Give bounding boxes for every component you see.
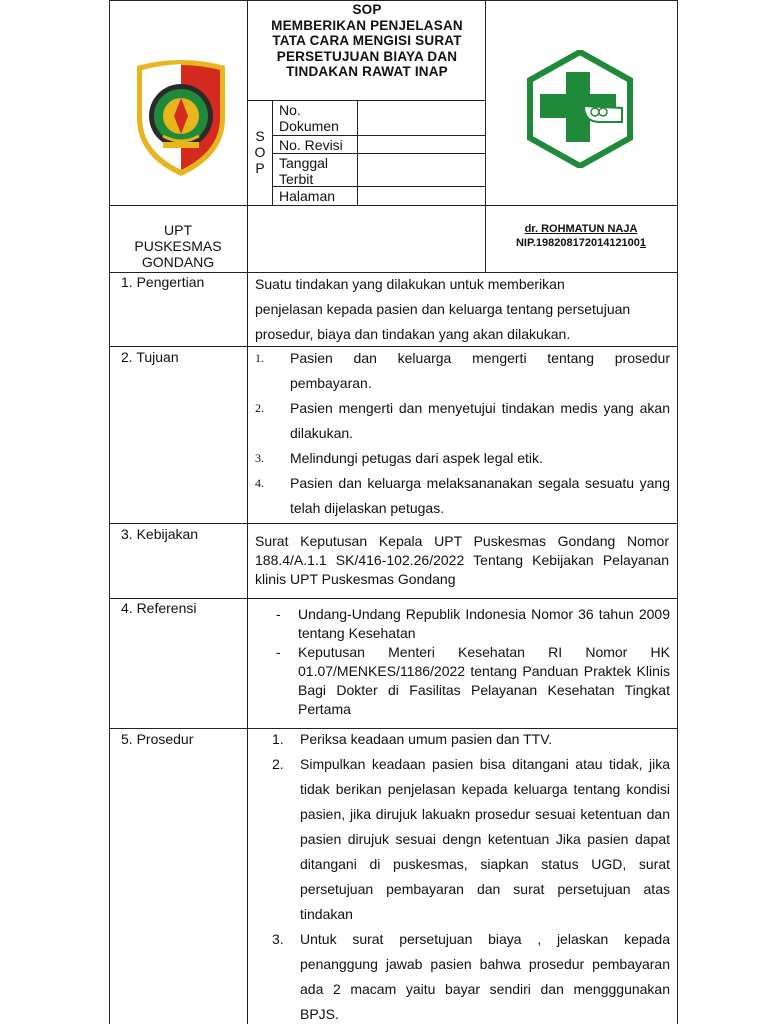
title-line: TATA CARA MENGISI SURAT xyxy=(272,33,462,48)
pengertian-text: Suatu tindakan yang dilakukan untuk memberikan penjelasan kepada pasien dan keluarga tentang persetujuan prosedur, biaya dan tindakan yang akan dilakukan. xyxy=(255,276,631,342)
title-line: TINDAKAN RAWAT INAP xyxy=(286,64,448,79)
prosedur-list xyxy=(262,727,670,1027)
tanggal-terbit-label: Tanggal Terbit xyxy=(279,155,329,187)
document-title xyxy=(250,2,484,80)
list-item: 4. Pasien dan keluarga melaksananakan segala sesuatu yang telah dijelaskan petugas. xyxy=(255,475,670,516)
referensi-list xyxy=(268,605,670,719)
sop-vertical-label: S O P xyxy=(254,128,266,176)
no-dokumen-label: No. Dokumen xyxy=(279,102,339,134)
list-item: 1. Periksa keadaan umum pasien dan TTV. xyxy=(272,731,553,747)
list-item: - Undang-Undang Republik Indonesia Nomor 36 tahun 2009 tentang Kesehatan xyxy=(276,606,670,641)
green-cross-icon xyxy=(526,50,634,168)
section-label-kebijakan: 3. Kebijakan xyxy=(121,526,199,542)
list-item: 1. Pasien dan keluarga mengerti tentang prosedur pembayaran. xyxy=(255,350,670,391)
organization-name: UPT PUSKESMAS GONDANG xyxy=(134,222,222,270)
section-label-pengertian: 1. Pengertian xyxy=(121,274,205,290)
halaman-label: Halaman xyxy=(279,188,336,204)
kebijakan-text: Surat Keputusan Kepala UPT Puskesmas Gondang Nomor 188.4/A.1.1 SK/416-102.26/2022 Tentang Kebijakan Pelayanan klinis UPT Puskesmas Gondang xyxy=(255,533,669,587)
tujuan-list xyxy=(252,346,670,521)
signer-block xyxy=(488,222,674,250)
puskesmas-logo xyxy=(526,50,634,168)
list-item: 2. Pasien mengerti dan menyetujui tindakan medis yang akan dilakukan. xyxy=(255,400,670,441)
title-line: PERSETUJUAN BIAYA DAN xyxy=(276,48,458,64)
list-item: 3. Untuk surat persetujuan biaya , jelaskan kepada penanggung jawab pasien bahwa prosedur pembayaran ada 2 macam yaitu bayar sendiri dan mengggunakan BPJS. xyxy=(272,931,670,1022)
signer-nip: NIP.198208172014121001 xyxy=(515,237,647,249)
title-line: SOP xyxy=(352,2,382,17)
signer-name: dr. ROHMATUN NAJA xyxy=(524,223,638,235)
section-label-prosedur: 5. Prosedur xyxy=(121,731,194,747)
regency-logo xyxy=(133,58,229,178)
section-label-tujuan: 2. Tujuan xyxy=(121,349,179,365)
list-item: 2. Simpulkan keadaan pasien bisa ditangani atau tidak, jika tidak berikan penjelasan kepada keluarga tentang kondisi pasien, jika dirujuk lakuakn prosedur sesuai ketentuan dan pasien dirujuk sesuai dengn ketentuan Jika pasien dapat ditangani di puskesmas, siapkan status UGD, surat persetujuan pembayaran dan surat persetujuan atas tindakan xyxy=(272,756,670,922)
section-label-referensi: 4. Referensi xyxy=(121,600,197,616)
regency-crest-icon xyxy=(133,58,229,178)
no-revisi-label: No. Revisi xyxy=(279,137,343,153)
list-item: - Keputusan Menteri Kesehatan RI Nomor HK 01.07/MENKES/1186/2022 tentang Panduan Praktek Klinis Bagi Dokter di Fasilitas Pelayanan Kesehatan Tingkat Pertama xyxy=(276,644,670,717)
list-item: 3. Melindungi petugas dari aspek legal etik. xyxy=(255,450,543,466)
title-line: MEMBERIKAN PENJELASAN xyxy=(271,17,463,33)
